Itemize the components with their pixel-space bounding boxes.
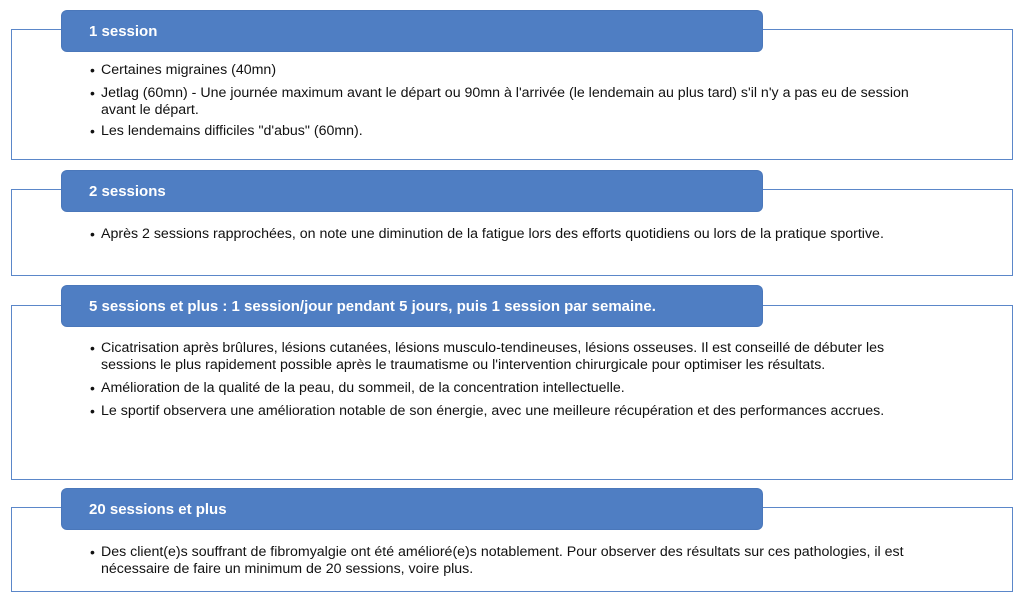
list-item: • Amélioration de la qualité de la peau, du sommeil, de la concentration intellectuelle. [90, 380, 940, 397]
section-4-title: 20 sessions et plus [62, 489, 762, 529]
list-item: • Jetlag (60mn) - Une journée maximum avant le départ ou 90mn à l'arrivée (le lendemain au plus tard) s'il n'y a pas eu de session avant le départ. [90, 85, 940, 119]
list-item: • Certaines migraines (40mn) [90, 62, 940, 79]
list-item: • Les lendemains difficiles "d'abus" (60mn). [90, 123, 940, 140]
section-2-title: 2 sessions [62, 171, 762, 211]
section-1-title: 1 session [62, 11, 762, 51]
list-item: • Des client(e)s souffrant de fibromyalgie ont été amélioré(e)s notablement. Pour observer des résultats sur ces pathologies, il est nécessaire de faire un minimum de 20 sessions, voire plus. [90, 544, 940, 578]
section-1-list [90, 62, 940, 146]
section-2-list [90, 226, 940, 249]
list-item: • Cicatrisation après brûlures, lésions cutanées, lésions musculo-tendineuses, lésions osseuses. Il est conseillé de débuter les sessions le plus rapidement possible après le traumatisme ou l'intervention chirurgicale pour optimiser les résultats. [90, 340, 940, 374]
list-item: • Le sportif observera une amélioration notable de son énergie, avec une meilleure récupération et des performances accrues. [90, 403, 940, 420]
list-item: • Après 2 sessions rapprochées, on note une diminution de la fatigue lors des efforts quotidiens ou lors de la pratique sportive. [90, 226, 940, 243]
section-3-title: 5 sessions et plus : 1 session/jour pendant 5 jours, puis 1 session par semaine. [62, 286, 762, 326]
section-3-list [90, 340, 940, 426]
section-4-list [90, 544, 940, 584]
